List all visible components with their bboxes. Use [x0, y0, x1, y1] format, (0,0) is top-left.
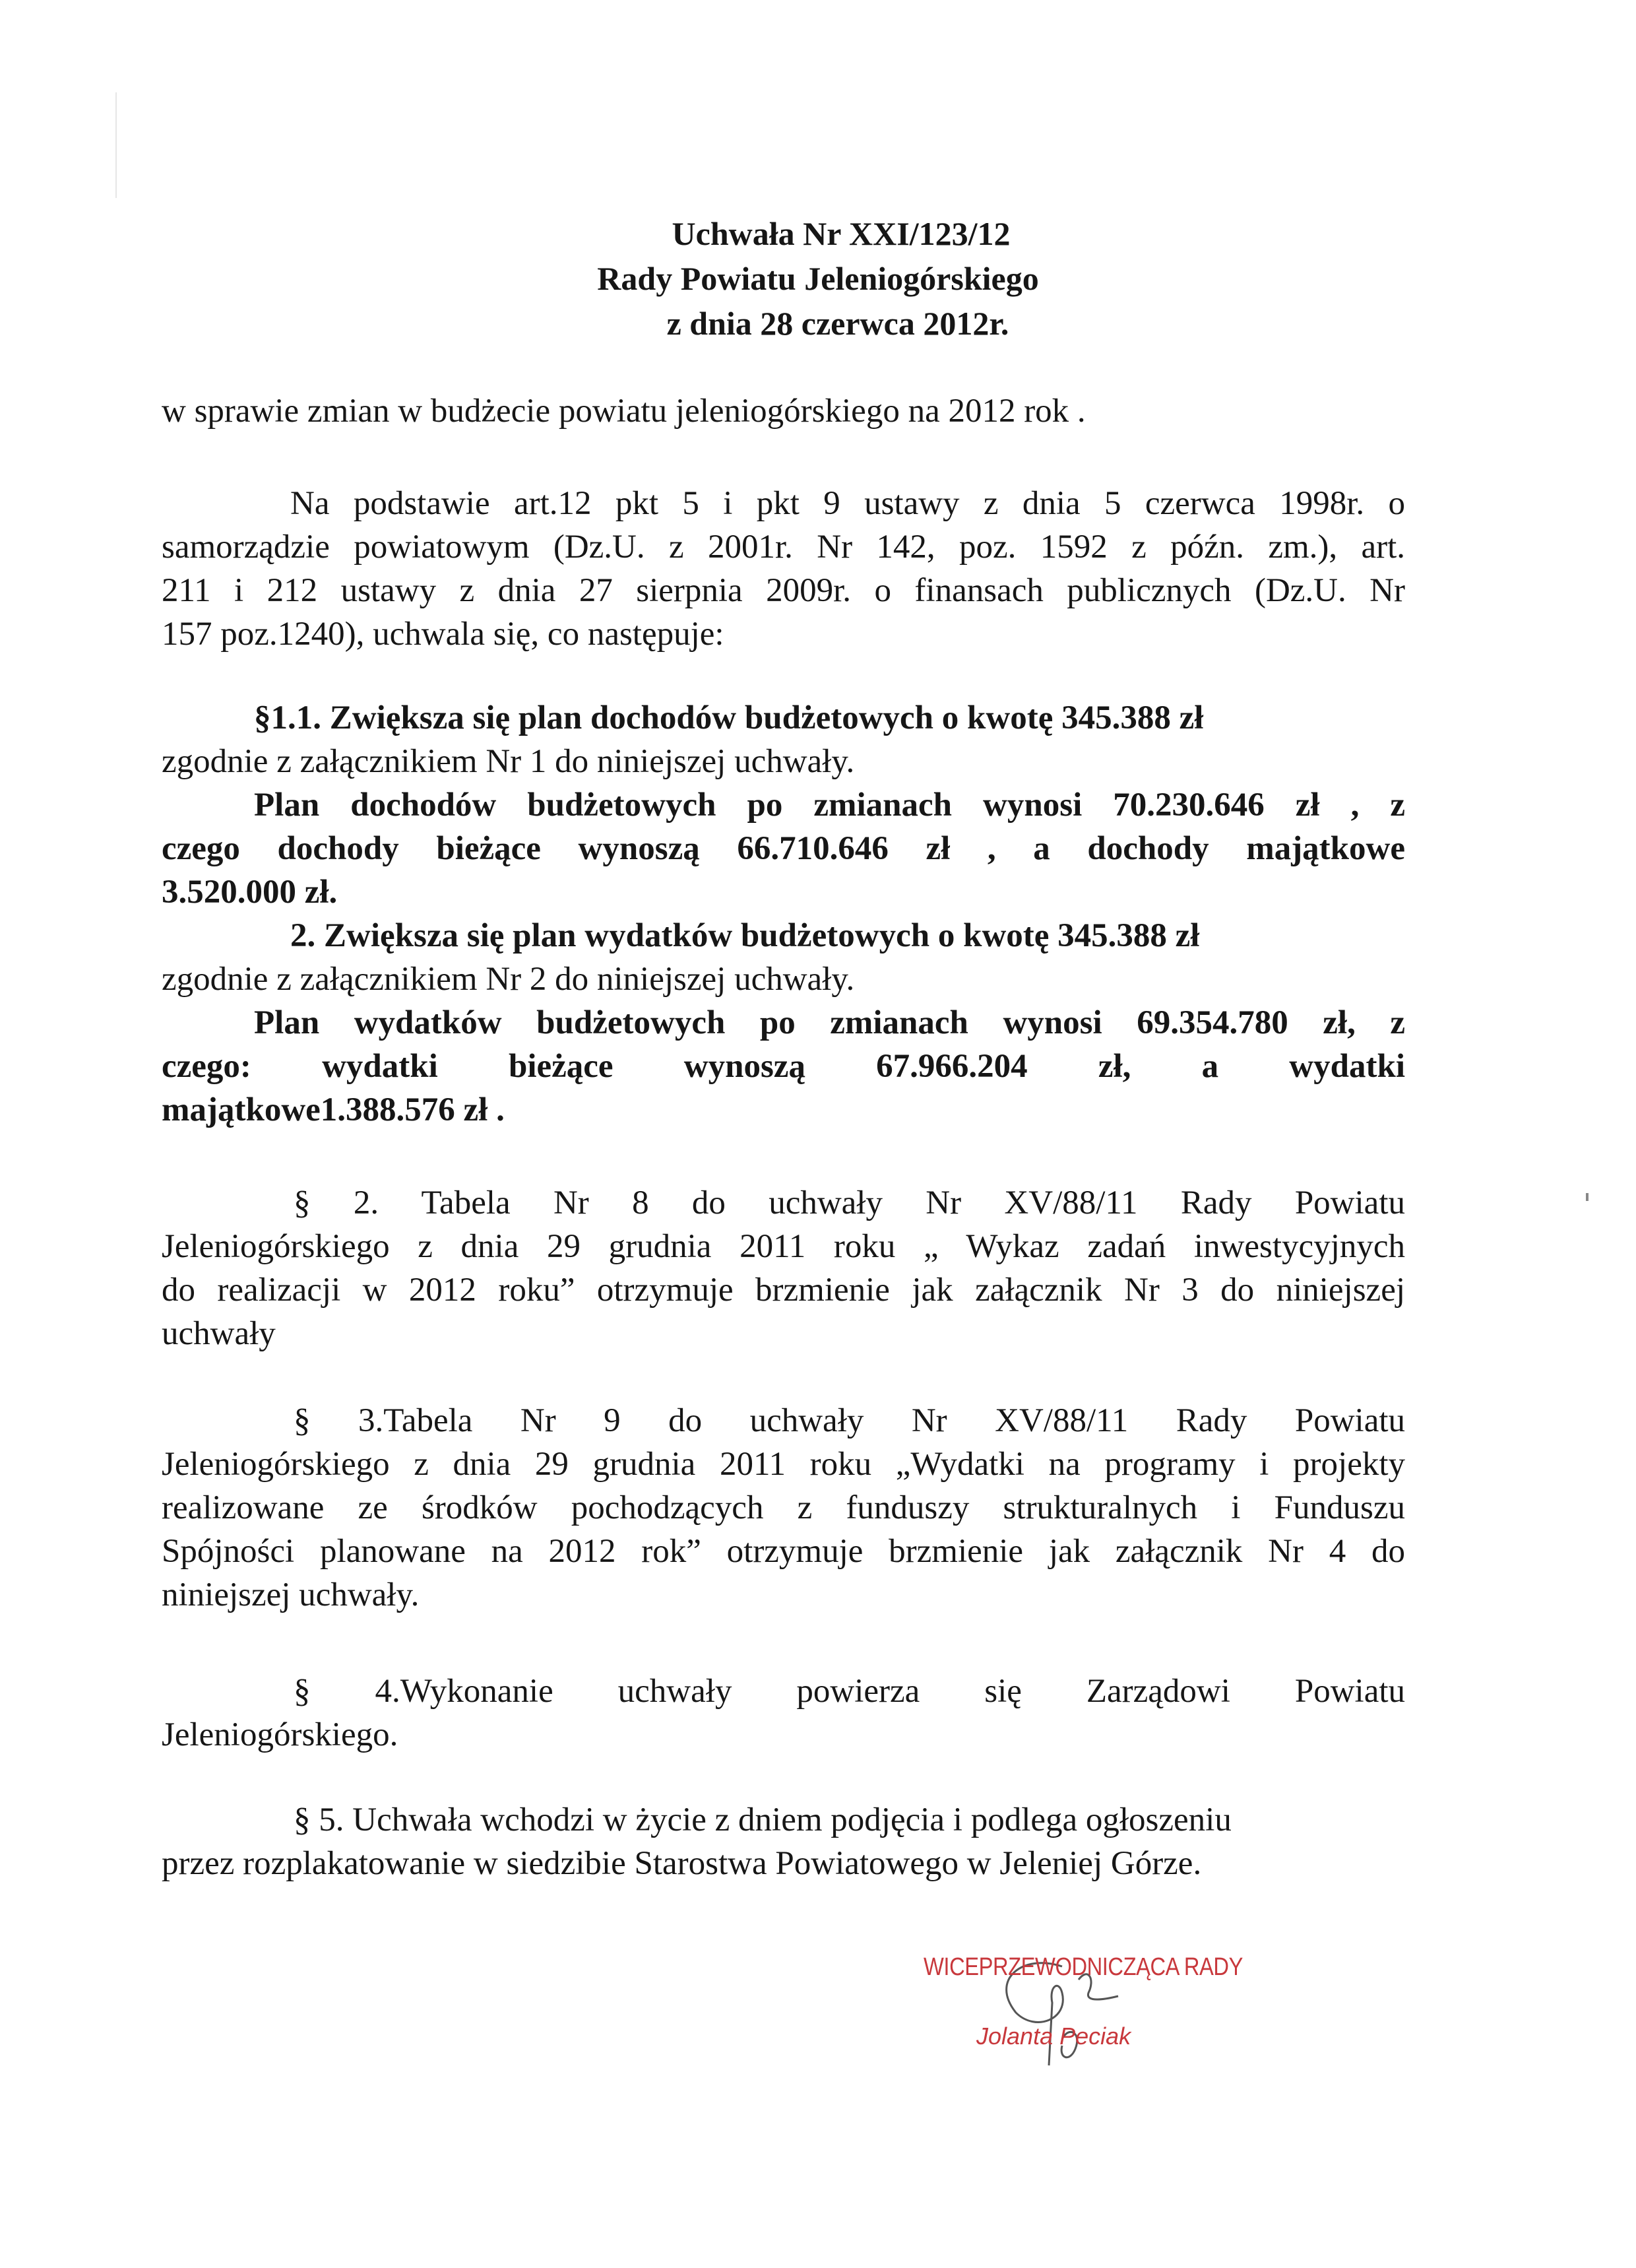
s4-line-1: § 4.Wykonanie uchwały powierza się Zarządowi Powiatu [294, 1673, 1405, 1710]
scan-artifact [115, 92, 117, 198]
s3-line-5: niniejszej uchwały. [162, 1576, 420, 1613]
s3-line-4: Spójności planowane na 2012 rok” otrzymuje brzmienie jak załącznik Nr 4 do [162, 1533, 1405, 1570]
scan-artifact [1586, 1193, 1589, 1201]
resolution-header [0, 211, 1636, 346]
council-name: Rady Powiatu Jeleniogórskiego [597, 260, 1039, 297]
signature-stamp [924, 1940, 1243, 2072]
subject-text: w sprawie zmian w budżecie powiatu jeleniogórskiego na 2012 rok . [162, 393, 1086, 430]
resolution-subject [162, 389, 1405, 433]
s1-p2-plan-line-3: majątkowe1.388.576 zł . [162, 1091, 505, 1128]
s2-line-4: uchwały [162, 1315, 276, 1352]
s1-p1-plan-line-3: 3.520.000 zł. [162, 874, 338, 911]
s5-line-2: przez rozplakatowanie w siedzibie Starostwa Powiatowego w Jeleniej Górze. [162, 1845, 1202, 1882]
s4-line-2: Jeleniogórskiego. [162, 1716, 398, 1753]
s1-p1-plan-line-2: czego dochody bieżące wynoszą 66.710.646 zł , a dochody majątkowe [162, 830, 1405, 867]
s3-line-2: Jeleniogórskiego z dnia 29 grudnia 2011 roku „Wydatki na programy i projekty [162, 1446, 1405, 1483]
stamp-title: WICEPRZEWODNICZĄCA RADY [924, 1953, 1243, 1981]
s1-p2-heading: 2. Zwiększa się plan wydatków budżetowych o kwotę 345.388 zł [290, 917, 1200, 954]
s1-p1-plan-line-1: Plan dochodów budżetowych po zmianach wynosi 70.230.646 zł , z [254, 787, 1405, 824]
legal-basis-paragraph [162, 482, 1405, 656]
s2-line-3: do realizacji w 2012 roku” otrzymuje brzmienie jak załącznik Nr 3 do niniejszej [162, 1272, 1405, 1309]
s1-p2-plan-line-1: Plan wydatków budżetowych po zmianach wynosi 69.354.780 zł, z [254, 1004, 1405, 1041]
section-5 [162, 1798, 1405, 1885]
s1-p2-rest: zgodnie z załącznikiem Nr 2 do niniejszej uchwały. [162, 961, 855, 998]
section-2 [162, 1181, 1405, 1355]
basis-line-1: Na podstawie art.12 pkt 5 i pkt 9 ustawy z dnia 5 czerwca 1998r. o [290, 485, 1405, 522]
resolution-number: Uchwała Nr XXI/123/12 [672, 215, 1011, 252]
section-4 [162, 1669, 1405, 1757]
basis-line-4: 157 poz.1240), uchwala się, co następuje: [162, 616, 724, 653]
section-1 [162, 696, 1405, 1132]
s1-p1-rest: zgodnie z załącznikiem Nr 1 do niniejszej uchwały. [162, 743, 855, 780]
section-3 [162, 1399, 1405, 1617]
s1-p1-heading: §1.1. Zwiększa się plan dochodów budżetowych o kwotę 345.388 zł [254, 699, 1204, 736]
s2-line-1: § 2. Tabela Nr 8 do uchwały Nr XV/88/11 Rady Powiatu [294, 1184, 1405, 1221]
basis-line-3: 211 i 212 ustawy z dnia 27 sierpnia 2009r. o finansach publicznych (Dz.U. Nr [162, 572, 1405, 609]
resolution-date: z dnia 28 czerwca 2012r. [666, 305, 1009, 342]
s2-line-2: Jeleniogórskiego z dnia 29 grudnia 2011 roku „ Wykaz zadań inwestycyjnych [162, 1228, 1405, 1265]
s3-line-1: § 3.Tabela Nr 9 do uchwały Nr XV/88/11 Rady Powiatu [294, 1402, 1405, 1439]
s5-line-1: § 5. Uchwała wchodzi w życie z dniem podjęcia i podlega ogłoszeniu [294, 1801, 1232, 1838]
basis-line-2: samorządzie powiatowym (Dz.U. z 2001r. Nr 142, poz. 1592 z późn. zm.), art. [162, 529, 1405, 566]
s1-p2-plan-line-2: czego: wydatki bieżące wynoszą 67.966.204 zł, a wydatki [162, 1048, 1405, 1085]
stamp-name: Jolanta Peciak [976, 2023, 1131, 2050]
s3-line-3: realizowane ze środków pochodzących z funduszy strukturalnych i Funduszu [162, 1489, 1405, 1526]
